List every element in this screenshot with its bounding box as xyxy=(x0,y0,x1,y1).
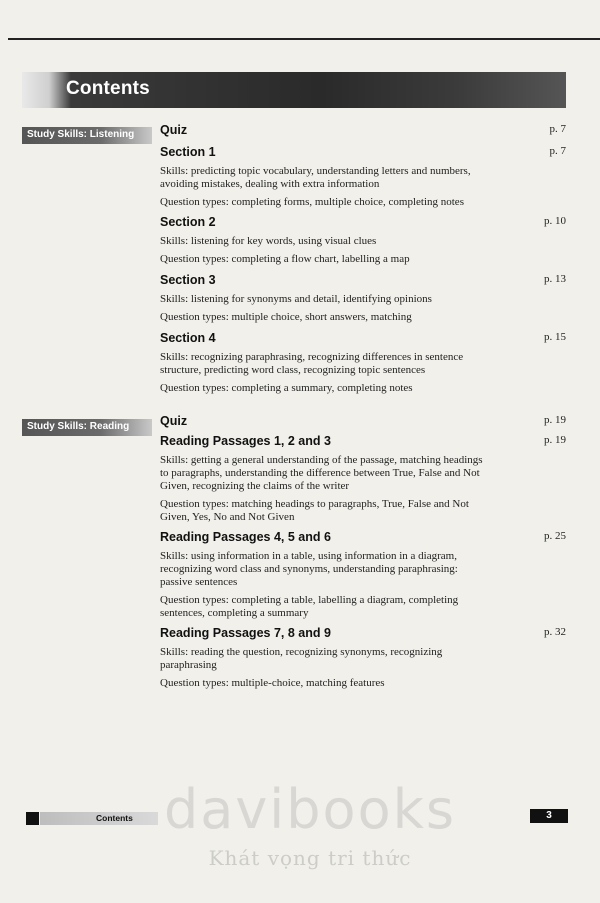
watermark-brand: davibooks xyxy=(163,778,457,841)
toc-entry-reading-passages-7-9 xyxy=(160,626,570,690)
footer-square xyxy=(26,812,39,825)
watermark-tagline: Khát vọng tri thức xyxy=(208,846,412,870)
entry-skills: Skills: getting a general understanding of the passage, matching headings to paragraphs, understanding the difference between True, False and Not Given, recognizing the claims of the writer xyxy=(160,454,483,492)
entry-heading: Reading Passages 4, 5 and 6 xyxy=(160,530,331,544)
entry-question-types: Question types: matching headings to paragraphs, True, False and Not Given, Yes, No and Not Given xyxy=(160,498,469,523)
entry-heading: Quiz xyxy=(160,123,188,137)
entry-question-types: Question types: completing a summary, completing notes xyxy=(160,382,413,394)
entry-heading: Section 1 xyxy=(160,145,216,159)
toc-entry-section-4 xyxy=(160,331,570,395)
entry-page: p. 7 xyxy=(549,123,566,135)
entry-page: p. 7 xyxy=(549,145,566,157)
entry-heading: Section 4 xyxy=(160,331,216,345)
entry-page: p. 25 xyxy=(544,530,566,542)
entry-page: p. 15 xyxy=(544,331,566,343)
entry-page: p. 13 xyxy=(544,273,566,285)
section-tab-reading: Study Skills: Reading xyxy=(22,419,152,436)
toc-entry-reading-passages-1-3 xyxy=(160,434,570,524)
toc-entry-section-1 xyxy=(160,145,570,209)
toc-entry-reading-quiz xyxy=(160,414,570,428)
entry-question-types: Question types: multiple choice, short answers, matching xyxy=(160,311,412,323)
toc-entry-section-2 xyxy=(160,215,570,266)
top-rule xyxy=(8,38,600,40)
entry-question-types: Question types: completing forms, multiple choice, completing notes xyxy=(160,196,464,208)
entry-skills: Skills: predicting topic vocabulary, understanding letters and numbers, avoiding mistakes, dealing with extra information xyxy=(160,165,471,190)
entry-question-types: Question types: completing a table, labelling a diagram, completing sentences, completing a summary xyxy=(160,594,459,619)
entry-heading: Section 2 xyxy=(160,215,216,229)
toc-entry-reading-passages-4-6 xyxy=(160,530,570,620)
entry-skills: Skills: listening for key words, using visual clues xyxy=(160,235,377,247)
toc-entry-section-3 xyxy=(160,273,570,324)
entry-question-types: Question types: completing a flow chart, labelling a map xyxy=(160,253,410,265)
section-tab-listening: Study Skills: Listening xyxy=(22,127,152,144)
entry-heading: Quiz xyxy=(160,414,188,428)
entry-skills: Skills: reading the question, recognizing synonyms, recognizing paraphrasing xyxy=(160,646,443,671)
entry-question-types: Question types: multiple-choice, matching features xyxy=(160,677,385,689)
toc-entry-listening-quiz xyxy=(160,123,570,137)
footer-label: Contents xyxy=(96,813,133,823)
entry-skills: Skills: listening for synonyms and detail, identifying opinions xyxy=(160,293,432,305)
entry-page: p. 32 xyxy=(544,626,566,638)
page-title: Contents xyxy=(66,78,150,99)
entry-skills: Skills: using information in a table, using information in a diagram, recognizing word class and synonyms, understanding paraphrasing: passive sentences xyxy=(160,550,458,588)
entry-skills: Skills: recognizing paraphrasing, recognizing differences in sentence structure, predicting word class, recognizing topic sentences xyxy=(160,351,464,376)
entry-page: p. 10 xyxy=(544,215,566,227)
page-number: 3 xyxy=(530,809,568,823)
entry-page: p. 19 xyxy=(544,414,566,426)
entry-page: p. 19 xyxy=(544,434,566,446)
entry-heading: Section 3 xyxy=(160,273,216,287)
entry-heading: Reading Passages 1, 2 and 3 xyxy=(160,434,331,448)
entry-heading: Reading Passages 7, 8 and 9 xyxy=(160,626,331,640)
